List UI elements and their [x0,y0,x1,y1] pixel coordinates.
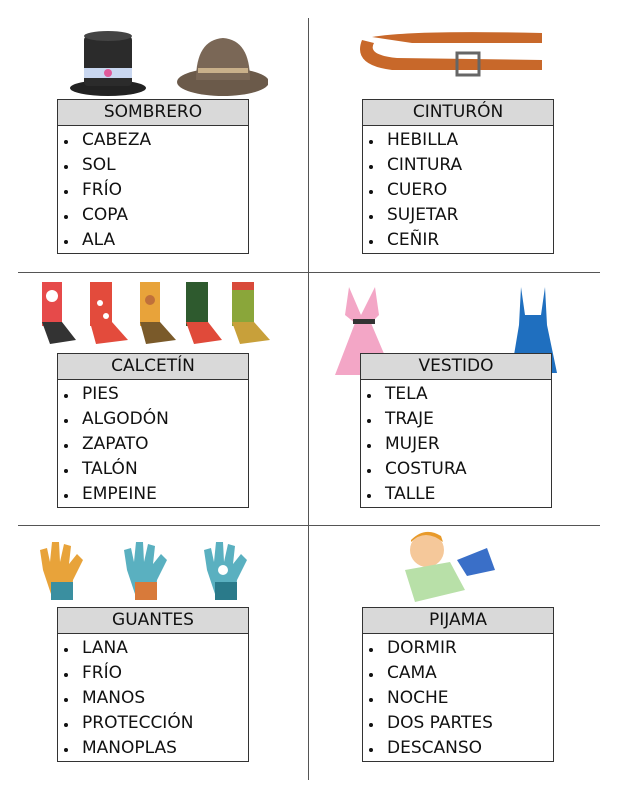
gloves-icons [35,540,255,605]
horizontal-divider [18,525,600,526]
card-title: CINTURÓN [363,100,553,126]
card-title: CALCETÍN [58,354,248,380]
list-item: CABEZA [58,128,248,153]
vertical-divider [308,18,309,780]
card-title: GUANTES [58,608,248,634]
list-item: DESCANSO [363,736,553,761]
card-vestido [360,353,552,508]
list-item: FRÍO [58,661,248,686]
list-item: ALA [58,228,248,253]
card-cinturon [362,99,554,254]
list-item: DORMIR [363,636,553,661]
card-guantes [57,607,249,762]
list-item: SUJETAR [363,203,553,228]
socks-icon [30,278,280,350]
list-item: CEÑIR [363,228,553,253]
list-item: DOS PARTES [363,711,553,736]
card-calcetin [57,353,249,508]
list-item: MANOS [58,686,248,711]
list-item: ZAPATO [58,432,248,457]
list-item: CUERO [363,178,553,203]
list-item: EMPEINE [58,482,248,507]
list-item: CINTURA [363,153,553,178]
list-item: TELA [361,382,551,407]
list-item: ALGODÓN [58,407,248,432]
list-item: MUJER [361,432,551,457]
list-item: TALLE [361,482,551,507]
list-item: NOCHE [363,686,553,711]
list-item: HEBILLA [363,128,553,153]
list-item: MANOPLAS [58,736,248,761]
list-item: TRAJE [361,407,551,432]
list-item: TALÓN [58,457,248,482]
list-item: FRÍO [58,178,248,203]
hat-illustrations [68,30,268,100]
top-hat-icon [70,31,146,96]
list-item: SOL [58,153,248,178]
horizontal-divider [18,272,600,273]
pajama-boy-icon [395,530,505,608]
list-item: PIES [58,382,248,407]
list-item: PROTECCIÓN [58,711,248,736]
card-title: VESTIDO [361,354,551,380]
list-item: COSTURA [361,457,551,482]
card-sombrero [57,99,249,254]
card-title: SOMBRERO [58,100,248,126]
cowboy-hat-icon [177,38,268,96]
list-item: CAMA [363,661,553,686]
card-pijama [362,607,554,762]
list-item: LANA [58,636,248,661]
card-title: PIJAMA [363,608,553,634]
list-item: COPA [58,203,248,228]
belt-icon [352,25,552,85]
